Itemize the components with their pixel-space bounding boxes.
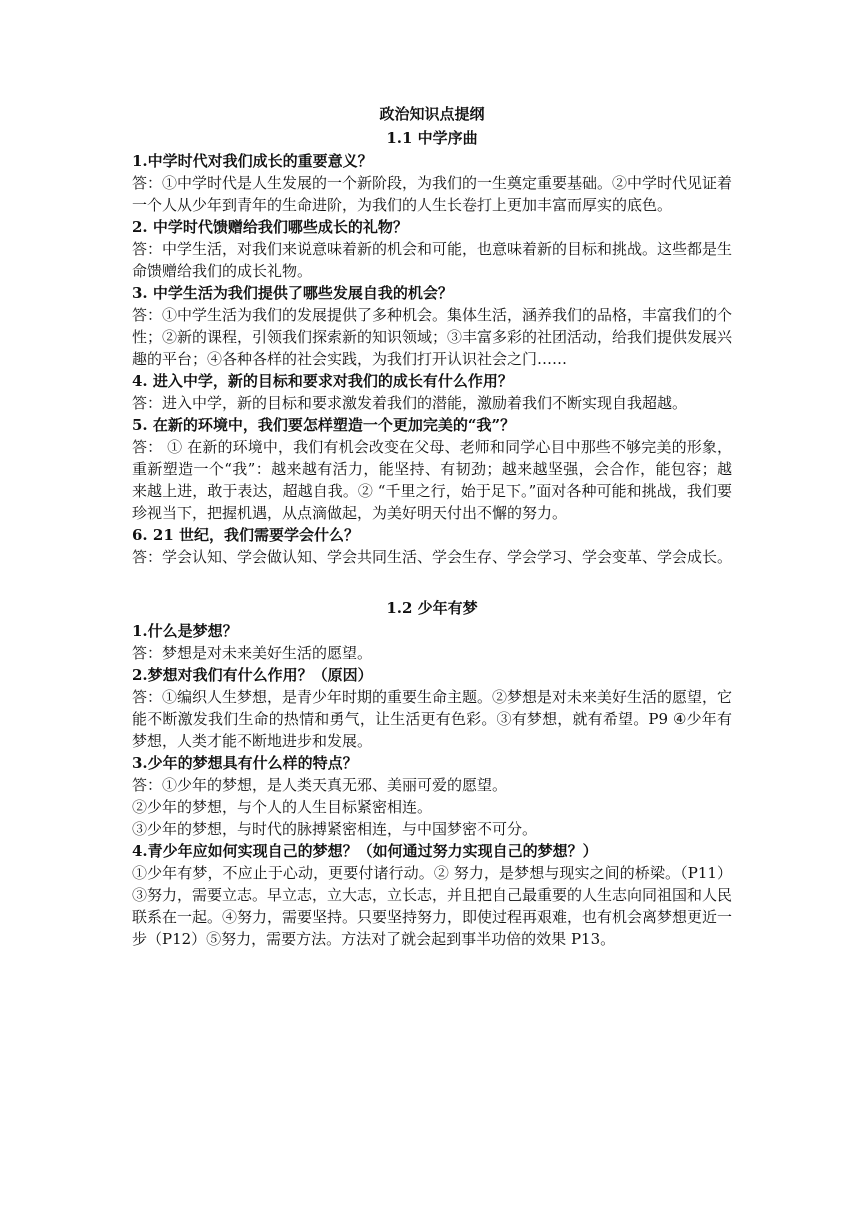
question: 1.中学时代对我们成长的重要意义？ bbox=[132, 152, 373, 170]
answer: 答：①中学时代是人生发展的一个新阶段，为我们的一生奠定重要基础。②中学时代见证着一个人从少年到青年的生命进阶，为我们的人生长卷打上更加丰富而厚实的底色。 bbox=[132, 174, 733, 214]
answer: 答：①少年的梦想，是人类天真无邪、美丽可爱的愿望。 bbox=[132, 776, 508, 794]
section-heading: 1.1 中学序曲 bbox=[386, 129, 478, 147]
answer: 答：中学生活，对我们来说意味着新的机会和可能，也意味着新的目标和挑战。这些都是生命馈赠给我们的成长礼物。 bbox=[132, 240, 733, 280]
question: 6. 21 世纪，我们需要学会什么？ bbox=[132, 526, 359, 544]
question: 4. 进入中学，新的目标和要求对我们的成长有什么作用？ bbox=[132, 372, 513, 390]
answer: 答：学会认知、学会做认知、学会共同生活、学会生存、学会学习、学会变革、学会成长。 bbox=[132, 548, 733, 566]
question: 3. 中学生活为我们提供了哪些发展自我的机会？ bbox=[132, 284, 453, 302]
question: 2. 中学时代馈赠给我们哪些成长的礼物？ bbox=[132, 218, 408, 236]
answer: 答：梦想是对未来美好生活的愿望。 bbox=[132, 644, 373, 662]
document-page bbox=[132, 102, 732, 950]
answer: 答：进入中学，新的目标和要求激发着我们的潜能，激励着我们不断实现自我超越。 bbox=[132, 394, 688, 412]
document-title: 政治知识点提纲 bbox=[379, 105, 485, 123]
answer: 答：①编织人生梦想，是青少年时期的重要生命主题。②梦想是对未来美好生活的愿望，它能不断激发我们生命的热情和勇气，让生活更有色彩。③有梦想，就有希望。P9 ④少年有梦想，人类才能不断地进步和发展。 bbox=[132, 688, 733, 750]
question: 1.什么是梦想？ bbox=[132, 622, 238, 640]
section-spacer bbox=[132, 568, 732, 596]
answer: ①少年有梦，不应止于心动，更要付诸行动。② 努力，是梦想与现实之间的桥梁。（P11）③努力，需要立志。早立志，立大志，立长志，并且把自己最重要的人生志向同祖国和人民联系在一起。④努力，需要坚持。只要坚持努力，即使过程再艰难，也有机会离梦想更近一步（P12）⑤努力，需要方法。方法对了就会起到事半功倍的效果 P13。 bbox=[132, 864, 733, 948]
question: 5. 在新的环境中，我们要怎样塑造一个更加完美的“我”？ bbox=[132, 416, 516, 434]
section-heading: 1.2 少年有梦 bbox=[386, 599, 478, 617]
answer: ②少年的梦想，与个人的人生目标紧密相连。 bbox=[132, 798, 433, 816]
answer: ③少年的梦想，与时代的脉搏紧密相连，与中国梦密不可分。 bbox=[132, 820, 538, 838]
answer: 答： ① 在新的环境中，我们有机会改变在父母、老师和同学心目中那些不够完美的形象，重新塑造一个“我”：越来越有活力，能坚持、有韧劲；越来越坚强，会合作，能包容；越来越上进，敢于表达，超越自我。② “千里之行，始于足下。”面对各种可能和挑战，我们要珍视当下，把握机遇，从点滴做起，为美好明天付出不懈的努力。 bbox=[132, 438, 732, 522]
answer: 答：①中学生活为我们的发展提供了多种机会。集体生活，涵养我们的品格，丰富我们的个性；②新的课程，引领我们探索新的知识领域；③丰富多彩的社团活动，给我们提供发展兴趣的平台；④各种各样的社会实践，为我们打开认识社会之门…… bbox=[132, 306, 733, 368]
question: 3.少年的梦想具有什么样的特点？ bbox=[132, 754, 358, 772]
question: 4.青少年应如何实现自己的梦想？（如何通过努力实现自己的梦想？） bbox=[132, 842, 598, 860]
question: 2.梦想对我们有什么作用？（原因） bbox=[132, 666, 373, 684]
